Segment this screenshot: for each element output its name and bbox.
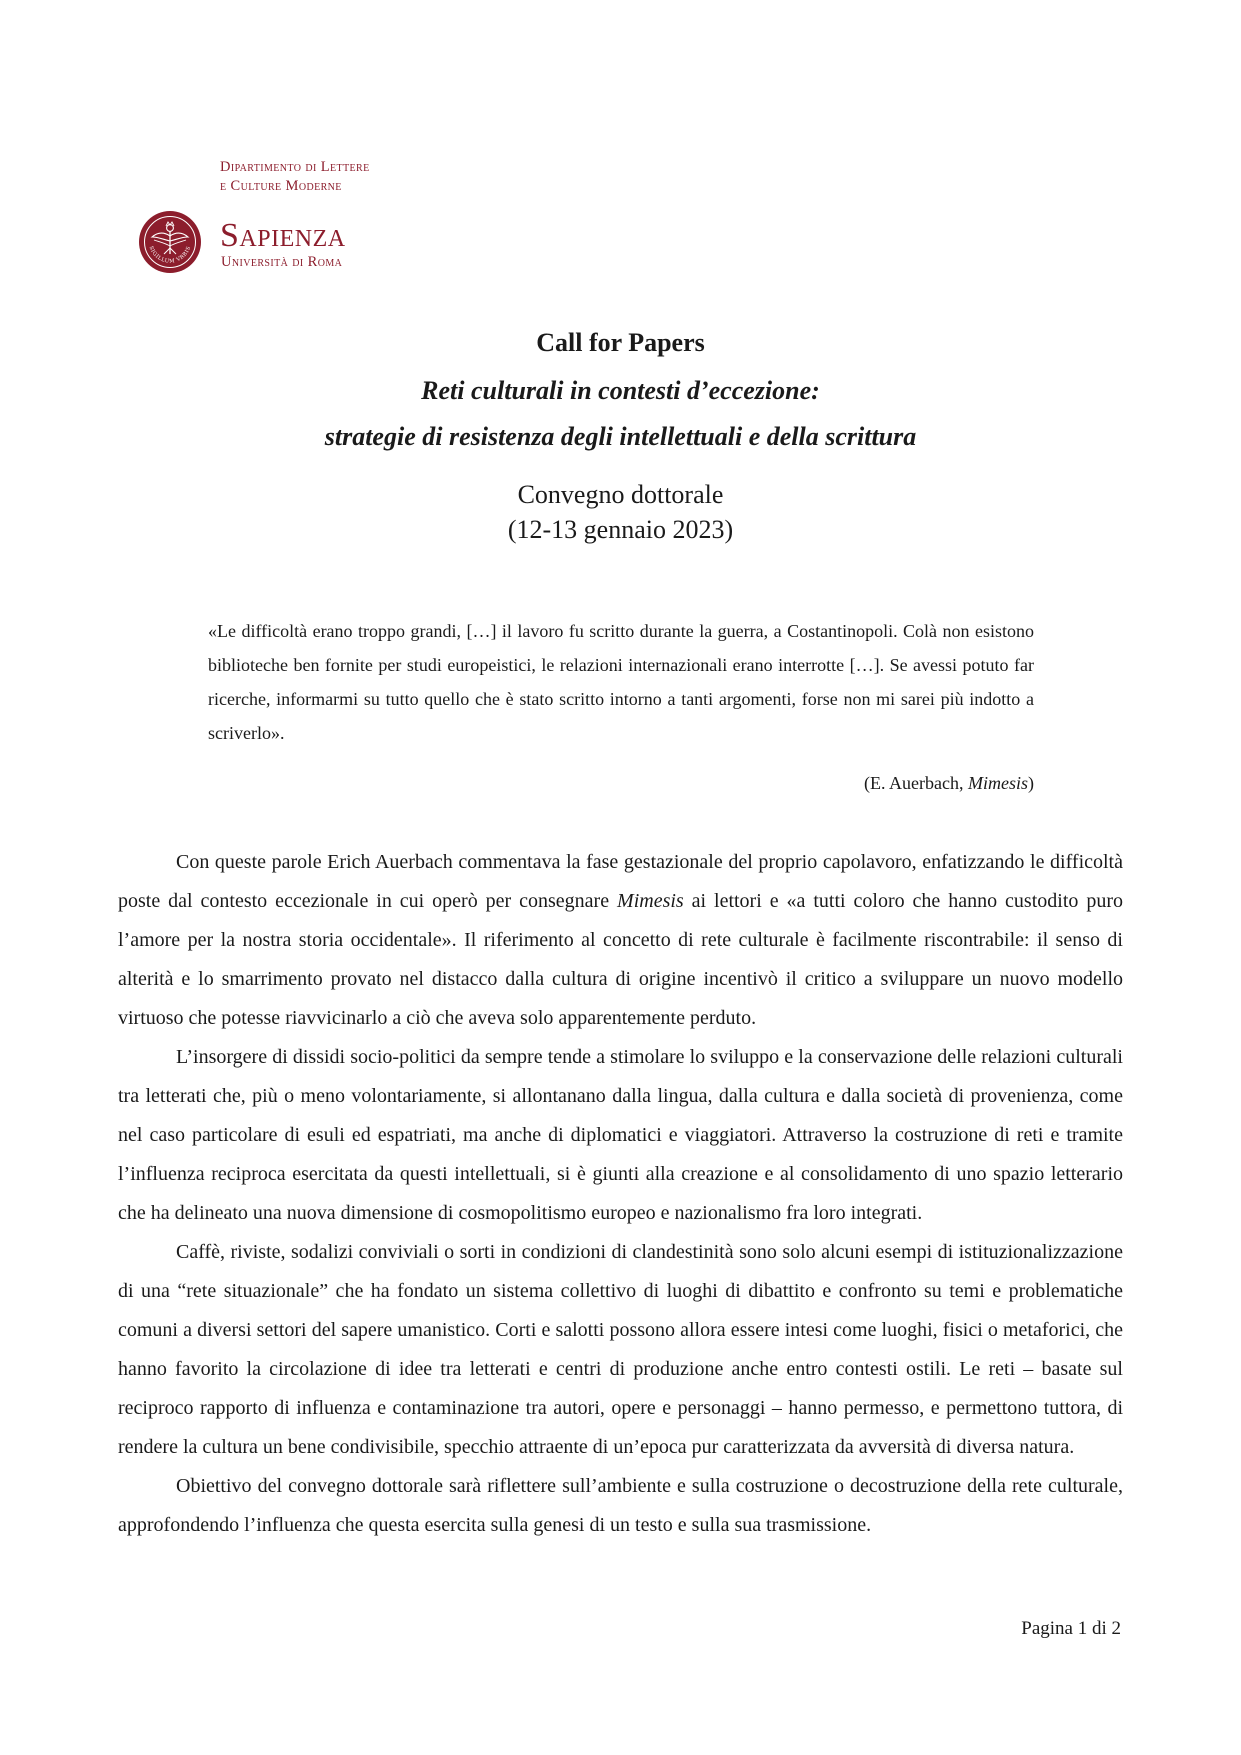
paragraph-3: Caffè, riviste, sodalizi conviviali o sorti in condizioni di clandestinità sono solo alcuni esempi di istituzionalizzazione di una “rete situazionale” che ha fondato un sistema collettivo di luoghi di dibattito e confronto su temi e problematiche comuni a diversi settori del sapere umanistico. Corti e salotti possono allora essere intesi come luoghi, fisici o metaforici, che hanno favorito la circolazione di idee tra letterati e centri di produzione anche entro contesti ostili. Le reti – basate sul reciproco rapporto di influenza e contaminazione tra autori, opere e personaggi – hanno permesso, e permettono tuttora, di rendere la cultura un bene condivisibile, specchio attraente di un’epoca pur caratterizzata da avversità di diversa natura. [118,1241,1123,1458]
university-name: Sapienza [220,217,346,254]
department-line-1: Dipartimento di Lettere [220,159,370,175]
paragraph-4: Obiettivo del convegno dottorale sarà riflettere sull’ambiente e sulla costruzione o decostruzione della rete culturale, approfondendo l’influenza che questa esercita sulla genesi di un testo e sulla sua trasmissione. [118,1475,1123,1536]
event-name: Convegno dottorale [517,480,724,509]
call-for-papers-title: Call for Papers [536,328,705,357]
epigraph-quote: «Le difficoltà erano troppo grandi, […] il lavoro fu scritto durante la guerra, a Costantinopoli. Colà non esistono biblioteche ben fornite per studi europeistici, le relazioni internazionali erano interrotte […]. Se avessi potuto far ricerche, informarmi su tutto quello che è stato scritto intorno a tanti argomenti, forse non mi sarei più indotto a scriverlo». [208,621,1034,743]
body-text [118,843,1123,1545]
department-line-2: e Culture Moderne [220,178,342,194]
department-name [220,158,370,196]
university-subtitle: Università di Roma [221,254,343,270]
subtitle-line-1: Reti culturali in contesti d’eccezione: [421,376,820,405]
paragraph-2: L’insorgere di dissidi socio-politici da sempre tende a stimolare lo sviluppo e la conservazione delle relazioni culturali tra letterati che, più o meno volontariamente, si allontanano dalla lingua, dalla cultura e dalla società di provenienza, come nel caso particolare di esuli ed espatriati, ma anche di diplomatici e viaggiatori. Attraverso la costruzione di reti e tramite l’influenza reciproca esercitata da questi intellettuali, si è giunti alla creazione e al consolidamento di uno spazio letterario che ha delineato una nuova dimensione di cosmopolitismo europeo e nazionalismo fra loro integrati. [118,1046,1123,1224]
paragraph-1-part-b: ai lettori e «a tutti coloro che hanno custodito puro l’amore per la nostra storia occidentale». Il riferimento al concetto di rete culturale è facilmente riscontrabile: il senso di alterità e lo smarrimento provato nel distacco dalla cultura di origine incentivò il critico a sviluppare un nuovo modello virtuoso che potesse riavvicinarlo a ciò che aveva solo apparentemente perduto. [118,890,1123,1029]
page-number: Pagina 1 di 2 [1021,1618,1121,1639]
title-block [120,326,1121,546]
seal-motto: SIGILLUM VRBIS [147,245,193,265]
subtitle-line-2: strategie di resistenza degli intellettuali e della scrittura [324,422,917,451]
paragraph-1-emphasis: Mimesis [617,890,684,912]
sapienza-seal-icon [138,210,202,274]
event-dates: (12-13 gennaio 2023) [507,515,734,544]
paragraph-1-part-a: Con queste parole Erich Auerbach commentava la fase gestazionale del proprio capolavoro, enfatizzando le difficoltà poste dal contesto eccezionale in cui operò per consegnare [118,851,1123,912]
citation-close: ) [1028,773,1034,793]
paragraph-1 [118,843,1123,1038]
citation-author: (E. Auerbach, [864,773,968,793]
citation-work: Mimesis [968,773,1028,793]
epigraph-citation [864,770,1034,796]
university-logo [138,158,498,278]
